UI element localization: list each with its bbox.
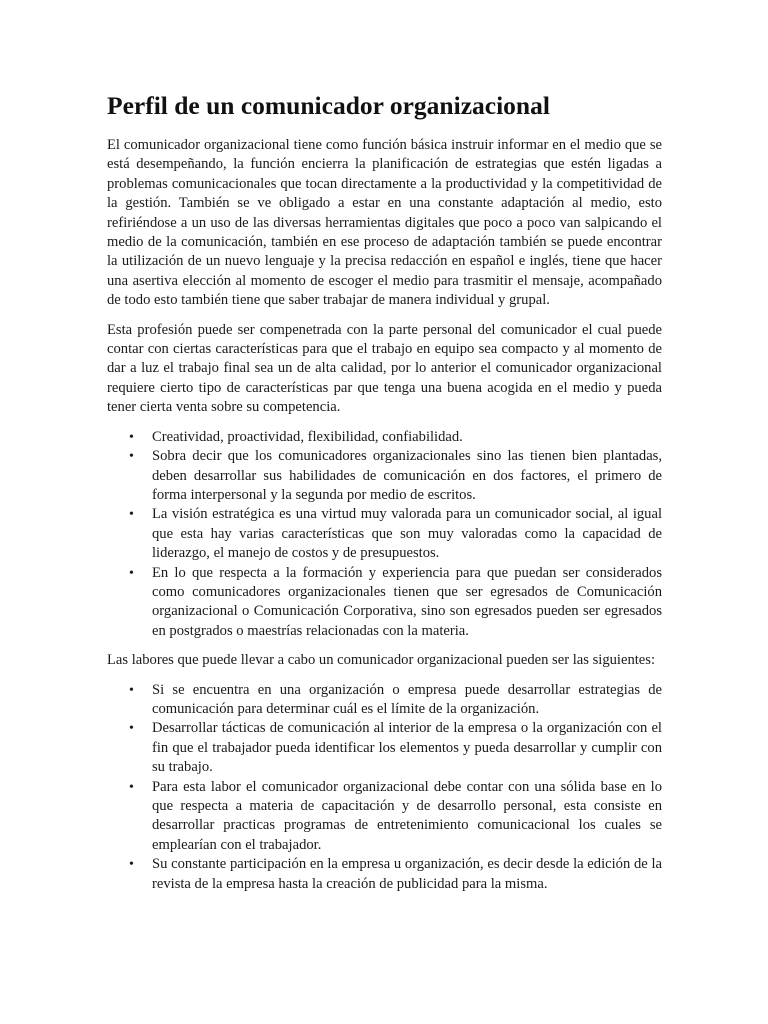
list-item — [107, 681, 662, 720]
list-item-text: Su constante participación en la empresa u organización, es decir desde la edición de la revista de la empresa hasta la creación de publicidad para la misma. — [152, 856, 662, 892]
list-item — [107, 719, 662, 777]
list-item — [107, 564, 662, 642]
bullet-icon: • — [129, 682, 134, 698]
tasks-list — [107, 681, 662, 894]
document-page — [107, 90, 662, 904]
bullet-icon: • — [129, 565, 134, 581]
bullet-icon: • — [129, 429, 134, 445]
list-item-text: La visión estratégica es una virtud muy valorada para un comunicador social, al igual que esta hay varias características que son muy valoradas como la capacidad de liderazgo, el manejo de costos y de presupuestos. — [152, 506, 662, 562]
list-item-text: Sobra decir que los comunicadores organizacionales sino las tienen bien plantadas, deben desarrollar sus habilidades de comunicación en dos factores, el primero de forma interpersonal y la segunda por medio de escritos. — [152, 448, 662, 503]
bullet-icon: • — [129, 449, 134, 465]
paragraph-profession: Esta profesión puede ser compenetrada con la parte personal del comunicador el cual puede contar con ciertas características para que el trabajo en equipo sea compacto y al momento de dar a luz el trabajo final sea un de alta calidad, por lo anterior el comunicador organizacional requiere cierto tipo de características par que tenga una buena acogida en el medio y pueda tener cierta venta sobre su competencia. — [107, 321, 662, 416]
list-item — [107, 505, 662, 563]
bullet-icon: • — [129, 507, 134, 523]
list-item — [107, 855, 662, 894]
list-item-text: Si se encuentra en una organización o empresa puede desarrollar estrategias de comunicación para determinar cuál es el límite de la organización. — [152, 681, 662, 717]
list-item-text: En lo que respecta a la formación y experiencia para que puedan ser considerados como comunicadores organizacionales tienen que ser egresados de Comunicación organizacional o Comunicación Corporativa, sino son egresados pueden ser egresados en postgrados o maestrías relacionadas con la materia. — [152, 564, 662, 639]
list-item-text: Desarrollar tácticas de comunicación al interior de la empresa o la organización con el fin que el trabajador pueda identificar los elementos y pueda desarrollar y cumplir con su trabajo. — [152, 720, 662, 776]
bullet-icon: • — [129, 779, 134, 795]
list-item-text: Para esta labor el comunicador organizacional debe contar con una sólida base en lo que respecta a materia de capacitación y de desarrollo personal, esta consiste en desarrollar practicas programas de entretenimiento comunicacional los cuales se emplearían con el trabajador. — [152, 778, 662, 853]
document-title: Perfil de un comunicador organizacional — [107, 91, 550, 120]
bullet-icon: • — [129, 721, 134, 737]
list-item — [107, 778, 662, 856]
paragraph-tasks-intro: Las labores que puede llevar a cabo un comunicador organizacional pueden ser las siguientes: — [107, 652, 656, 669]
paragraph-intro: El comunicador organizacional tiene como función básica instruir informar en el medio que se está desempeñando, la función encierra la planificación de estrategias que estén ligadas a problemas comunicacionales que tocan directamente a la productividad y la competitividad de la gestión. También se ve obligado a estar en una constante adaptación al medio, esto refiriéndose a un uso de las diversas herramientas digitales que poco a poco van salpicando el medio de la comunicación, también en ese proceso de adaptación también se puede encontrar la utilización de un nuevo lenguaje y la precisa redacción en español e inglés, tiene que hacer una asertiva elección al momento de escoger el medio para trasmitir el mensaje, acompañado de todo esto también tiene que saber trabajar de manera individual y grupal. — [107, 137, 662, 309]
bullet-icon: • — [129, 857, 134, 873]
characteristics-list — [107, 428, 662, 641]
list-item-text: Creatividad, proactividad, flexibilidad, confiabilidad. — [152, 428, 463, 445]
list-item — [107, 447, 662, 505]
list-item — [107, 428, 662, 447]
